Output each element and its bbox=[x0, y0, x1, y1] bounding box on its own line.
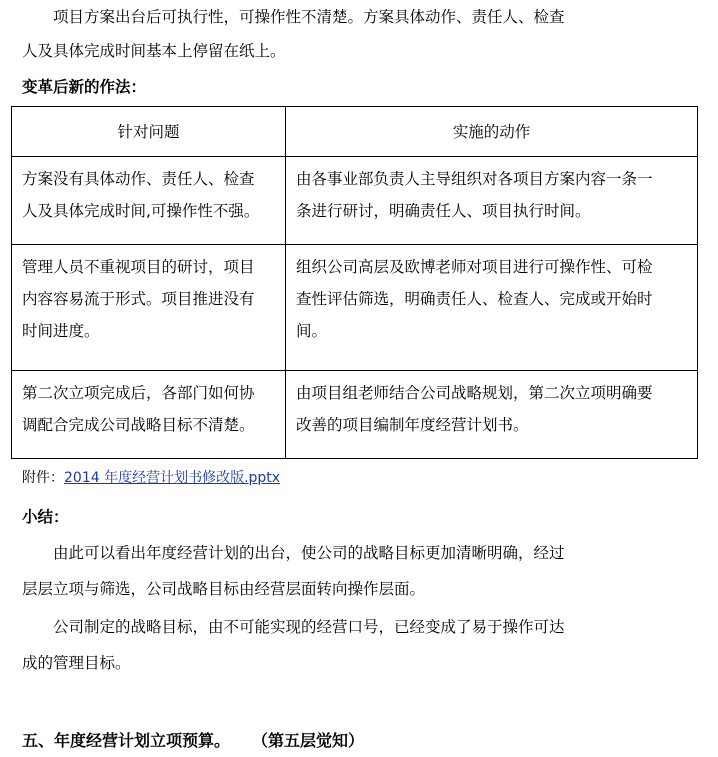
cell-line: 改善的项目编制年度经营计划书。 bbox=[296, 416, 529, 434]
attachment-link[interactable]: 2014 年度经营计划书修改版.pptx bbox=[64, 470, 281, 486]
summary-para2-line1: 公司制定的战略目标，由不可能实现的经营口号，已经变成了易于操作可达 bbox=[53, 618, 565, 636]
cell-line: 查性评估筛选，明确责任人、检查人、完成或开始时 bbox=[296, 290, 653, 308]
summary-para2-line2: 成的管理目标。 bbox=[22, 654, 131, 672]
cell-line: 方案没有具体动作、责任人、检查 bbox=[22, 170, 255, 188]
cell-line: 由项目组老师结合公司战略规划，第二次立项明确要 bbox=[296, 384, 653, 402]
row-3-problem bbox=[12, 371, 286, 459]
cell-line: 管理人员不重视项目的研讨，项目 bbox=[22, 258, 255, 276]
cell-line: 由各事业部负责人主导组织对各项目方案内容一条一 bbox=[296, 170, 653, 188]
summary-para1-line2: 层层立项与筛选，公司战略目标由经营层面转向操作层面。 bbox=[22, 580, 426, 598]
row-3-action bbox=[286, 371, 698, 459]
cell-line: 间。 bbox=[296, 322, 328, 340]
row-2-action bbox=[286, 245, 698, 371]
summary-para1-line1: 由此可以看出年度经营计划的出台，使公司的战略目标更加清晰明确，经过 bbox=[53, 544, 565, 562]
row-2-problem bbox=[12, 245, 286, 371]
header-action: 实施的动作 bbox=[286, 107, 698, 157]
attachment-line bbox=[22, 466, 280, 490]
cell-line: 时间进度。 bbox=[22, 322, 100, 340]
row-1-action bbox=[286, 157, 698, 245]
intro-line-2: 人及具体完成时间基本上停留在纸上。 bbox=[22, 42, 286, 60]
summary-heading: 小结： bbox=[22, 508, 69, 526]
table-row bbox=[12, 371, 698, 459]
row-1-problem bbox=[12, 157, 286, 245]
header-problem: 针对问题 bbox=[12, 107, 286, 157]
cell-line: 组织公司高层及欧博老师对项目进行可操作性、可检 bbox=[296, 258, 653, 276]
section-heading: 变革后新的作法： bbox=[22, 78, 147, 96]
intro-line-1: 项目方案出台后可执行性，可操作性不清楚。方案具体动作、责任人、检查 bbox=[53, 8, 565, 26]
section-5-title: 五、年度经营计划立项预算。 bbox=[22, 731, 231, 750]
comparison-table bbox=[11, 106, 698, 459]
table-row bbox=[12, 245, 698, 371]
cell-line: 条进行研讨，明确责任人、项目执行时间。 bbox=[296, 202, 591, 220]
attachment-label: 附件： bbox=[22, 470, 64, 486]
cell-line: 第二次立项完成后，各部门如何协 bbox=[22, 384, 255, 402]
cell-line: 内容容易流于形式。项目推进没有 bbox=[22, 290, 255, 308]
table-row bbox=[12, 157, 698, 245]
cell-line: 人及具体完成时间,可操作性不强。 bbox=[22, 202, 260, 220]
table-header-row bbox=[12, 107, 698, 157]
cell-line: 调配合完成公司战略目标不清楚。 bbox=[22, 416, 255, 434]
section-5-heading bbox=[22, 726, 696, 756]
section-5-note: （第五层觉知） bbox=[252, 731, 365, 750]
